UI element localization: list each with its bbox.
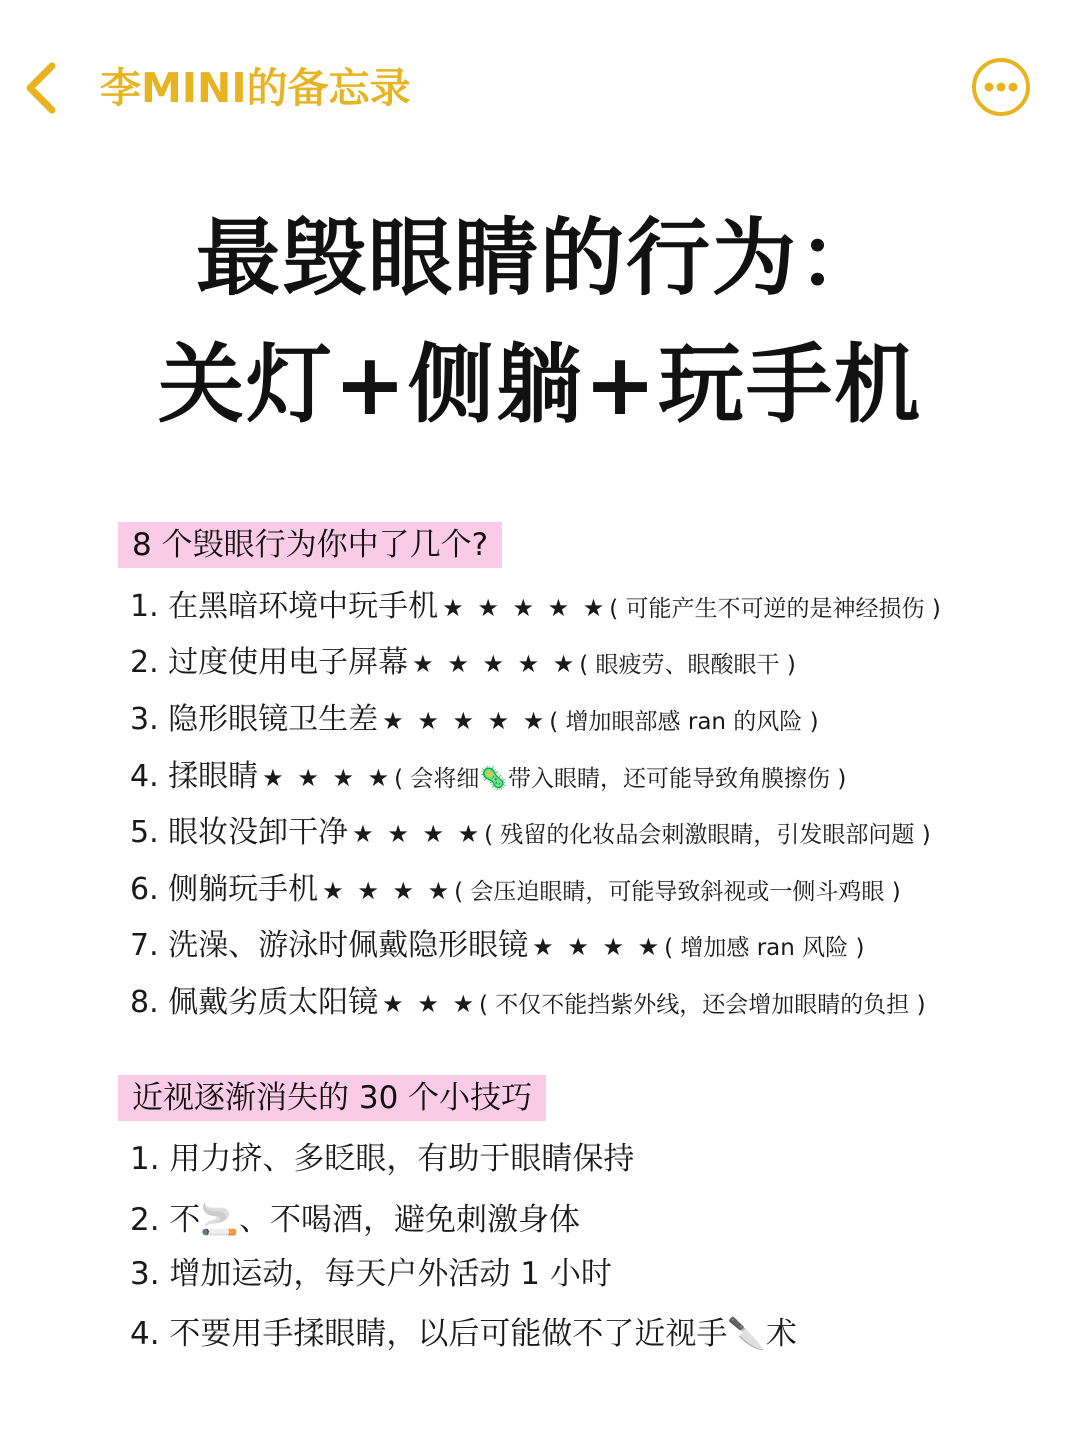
- item-text: 7. 洗澡、游泳时佩戴隐形眼镜: [130, 928, 529, 963]
- item-note: ( 会压迫眼睛，可能导致斜视或一侧斗鸡眼 ): [454, 879, 901, 905]
- star-rating: ★ ★ ★ ★: [322, 877, 453, 905]
- item-note: ( 可能产生不可逆的是神经损伤 ): [609, 596, 941, 622]
- tip-item: 3. 增加运动，每天户外活动 1 小时: [130, 1256, 612, 1292]
- tip-item: 4. 不要用手揉眼睛，以后可能做不了近视手🔪术: [130, 1316, 798, 1352]
- list-item: [130, 920, 864, 964]
- list-item: [130, 581, 941, 625]
- list-item: [130, 751, 846, 795]
- item-note: ( 增加感 ran 风险 ): [664, 935, 865, 961]
- tip-item: 2. 不🚬、不喝酒，避免刺激身体: [130, 1202, 581, 1238]
- back-button[interactable]: [18, 58, 68, 118]
- list-item: [130, 694, 819, 738]
- list-item: [130, 637, 796, 681]
- star-rating: ★ ★ ★ ★: [262, 764, 393, 792]
- star-rating: ★ ★ ★ ★: [352, 820, 483, 848]
- star-rating: ★ ★ ★ ★ ★: [382, 707, 548, 735]
- top-bar: [0, 0, 1080, 175]
- item-note: ( 眼疲劳、眼酸眼干 ): [579, 652, 796, 678]
- item-note: ( 会将细🦠带入眼睛，还可能导致角膜擦伤 ): [394, 766, 847, 792]
- more-options-button[interactable]: [970, 56, 1032, 118]
- headline-line-1: 最毁眼睛的行为：: [195, 209, 884, 307]
- list-item: [130, 977, 926, 1021]
- list-item: [130, 864, 901, 908]
- star-rating: ★ ★ ★: [382, 990, 477, 1018]
- item-text: 6. 侧躺玩手机: [130, 872, 319, 907]
- star-rating: ★ ★ ★ ★ ★: [442, 594, 608, 622]
- star-rating: ★ ★ ★ ★: [532, 933, 663, 961]
- item-note: ( 残留的化妆品会刺激眼睛，引发眼部问题 ): [484, 822, 931, 848]
- item-text: 5. 眼妆没卸干净: [130, 815, 349, 850]
- section-2-title: 近视逐渐消失的 30 个小技巧: [118, 1075, 546, 1121]
- headline-line-2: 关灯+侧躺+玩手机: [157, 335, 923, 435]
- section-1-title: 8 个毁眼行为你中了几个?: [118, 522, 502, 568]
- chevron-left-icon: [18, 58, 68, 118]
- app-title: 李MINI的备忘录: [100, 64, 411, 112]
- more-dots-icon: [970, 56, 1032, 118]
- item-text: 2. 过度使用电子屏幕: [130, 645, 409, 680]
- item-note: ( 不仅不能挡紫外线，还会增加眼睛的负担 ): [478, 992, 926, 1018]
- list-item: [130, 807, 931, 851]
- item-note: ( 增加眼部感 ran 的风险 ): [549, 709, 819, 735]
- star-rating: ★ ★ ★ ★ ★: [412, 650, 578, 678]
- item-text: 8. 佩戴劣质太阳镜: [130, 985, 379, 1020]
- item-text: 3. 隐形眼镜卫生差: [130, 702, 379, 737]
- tip-item: 1. 用力挤、多眨眼，有助于眼睛保持: [130, 1141, 635, 1177]
- item-text: 1. 在黑暗环境中玩手机: [130, 589, 439, 624]
- item-text: 4. 揉眼睛: [130, 759, 259, 794]
